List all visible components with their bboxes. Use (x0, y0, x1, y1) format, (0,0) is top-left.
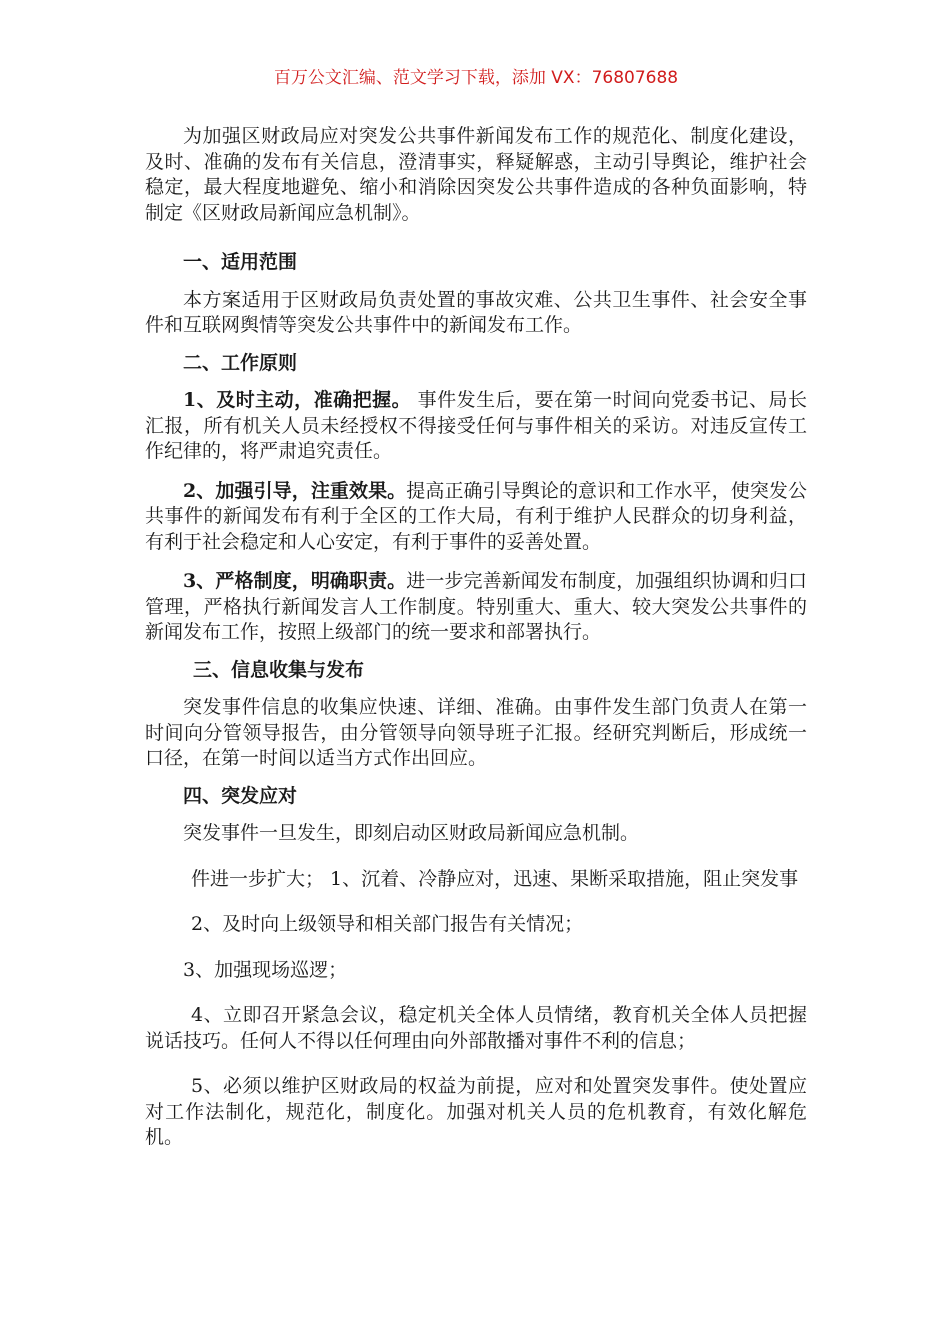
principle-3-text: 进一步完善新闻发布制度，加强组织协调和归口管理，严格执行新闻发言人工作制度。特别重大、重大、较大突发公共事件的新闻发布工作，按照上级部门的统一要求和部署执行。 (145, 570, 807, 643)
download-banner: 百万公文汇编、范文学习下载，添加 VX：76807688 (273, 68, 679, 88)
response-step-2: 2、及时向上级领导和相关部门报告有关情况； (191, 913, 584, 935)
response-step-4: 4、立即召开紧急会议，稳定机关全体人员情绪，教育机关全体人员把握说话技巧。任何人不得以任何理由向外部散播对事件不利的信息； (145, 1004, 807, 1052)
response-step-5: 5、必须以维护区财政局的权益为前提，应对和处置突发事件。使处置应对工作法制化，规范化，制度化。加强对机关人员的危机教育，有效化解危机。 (145, 1075, 807, 1148)
principle-3 (145, 569, 807, 646)
section-1-body: 本方案适用于区财政局负责处置的事故灾难、公共卫生事件、社会安全事件和互联网舆情等突发公共事件中的新闻发布工作。 (145, 288, 807, 336)
section-2-title: 二、工作原则 (183, 351, 298, 374)
principle-2-text: 提高正确引导舆论的意识和工作水平，使突发公共事件的新闻发布有利于全区的工作大局，有利于维护人民群众的切身利益，有利于社会稳定和人心安定，有利于事件的妥善处置。 (145, 479, 807, 553)
principle-2-lead: 2、加强引导，注重效果。 (183, 479, 407, 502)
section-3-title: 三、信息收集与发布 (193, 658, 365, 681)
section-3-body: 突发事件信息的收集应快速、详细、准确。由事件发生部门负责人在第一时间向分管领导报告，由分管领导向领导班子汇报。经研究判断后，形成统一口径，在第一时间以适当方式作出回应。 (145, 696, 807, 769)
principle-2 (145, 479, 807, 556)
principle-1 (145, 388, 807, 465)
response-step-3: 3、加强现场巡逻； (183, 958, 348, 981)
section-4-body: 突发事件一旦发生，即刻启动区财政局新闻应急机制。 (183, 822, 640, 844)
section-4-title: 四、突发应对 (183, 784, 298, 807)
principle-3-lead: 3、严格制度，明确职责。 (183, 570, 407, 592)
response-step-1: 件进一步扩大； 1、沉着、冷静应对，迅速、果断采取措施，阻止突发事 (191, 867, 799, 890)
section-1-title: 一、适用范围 (183, 251, 298, 273)
document-page (145, 66, 807, 1151)
intro-paragraph: 为加强区财政局应对突发公共事件新闻发布工作的规范化、制度化建设，及时、准确的发布有关信息，澄清事实，释疑解惑，主动引导舆论，维护社会稳定，最大程度地避免、缩小和消除因突发公共事件造成的各种负面影响，特制定《区财政局新闻应急机制》。 (145, 125, 807, 224)
principle-1-text: 事件发生后，要在第一时间向党委书记、局长汇报，所有机关人员未经授权不得接受任何与事件相关的采访。对违反宣传工作纪律的，将严肃追究责任。 (145, 389, 807, 462)
principle-1-lead: 1、及时主动，准确把握。 (183, 389, 412, 411)
